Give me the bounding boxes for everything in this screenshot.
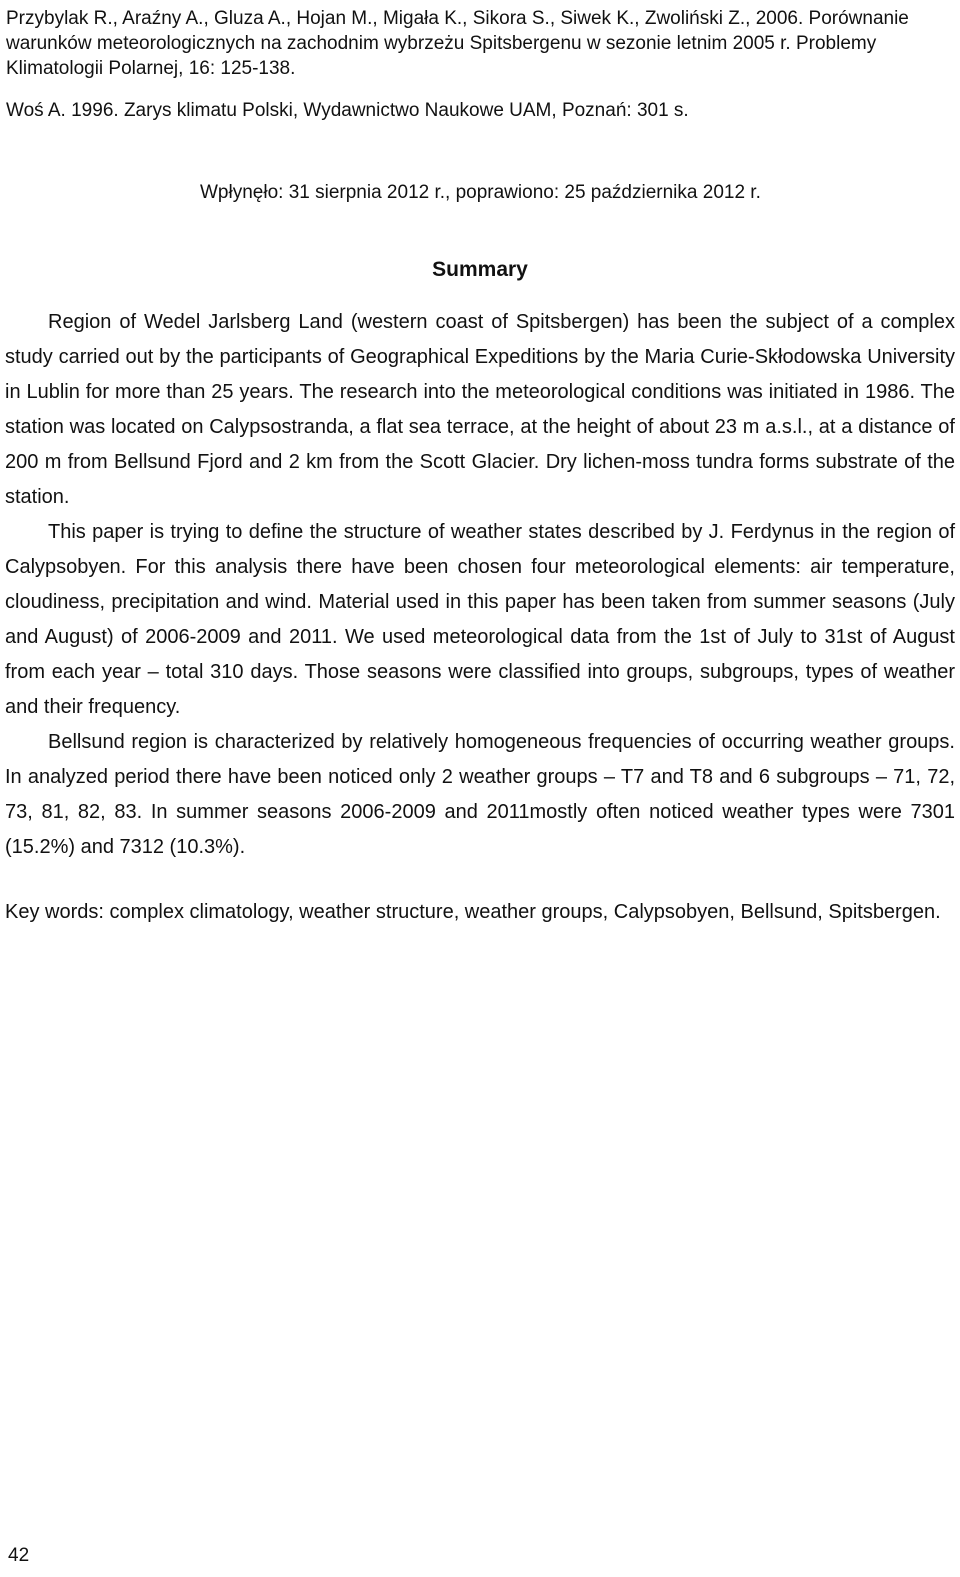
keywords-line: Key words: complex climatology, weather structure, weather groups, Calypsobyen, Bellsund, Spitsbergen. bbox=[5, 901, 941, 923]
received-revised-note: Wpłynęło: 31 sierpnia 2012 r., poprawiono: 25 października 2012 r. bbox=[200, 182, 761, 203]
reference-wos: Woś A. 1996. Zarys klimatu Polski, Wydawnictwo Naukowe UAM, Poznań: 301 s. bbox=[6, 100, 689, 121]
page-number: 42 bbox=[8, 1545, 30, 1566]
summary-paragraph-3: Bellsund region is characterized by relatively homogeneous frequencies of occurring weather groups. In analyzed period there have been noticed only 2 weather groups – T7 and T8 and 6 subgroups – 71, 72, 73, 81, 82, 83. In summer seasons 2006-2009 and 2011mostly often noticed weather types were 7301 (15.2%) and 7312 (10.3%). bbox=[5, 731, 955, 858]
summary-heading: Summary bbox=[432, 258, 528, 281]
summary-paragraph-2: This paper is trying to define the structure of weather states described by J. Ferdynus in the region of Calypsobyen. For this analysis there have been chosen four meteorological elements: air temperature, cloudiness, precipitation and wind. Material used in this paper has been taken from summer seasons (July and August) of 2006-2009 and 2011. We used meteorological data from the 1st of July to 31st of August from each year – total 310 days. Those seasons were classified into groups, subgroups, types of weather and their frequency. bbox=[5, 521, 955, 718]
summary-paragraph-1: Region of Wedel Jarlsberg Land (western coast of Spitsbergen) has been the subject of a complex study carried out by the participants of Geographical Expeditions by the Maria Curie-Skłodowska University in Lublin for more than 25 years. The research into the meteorological conditions was initiated in 1986. The station was located on Calypsostranda, a flat sea terrace, at the height of about 23 m a.s.l., at a distance of 200 m from Bellsund Fjord and 2 km from the Scott Glacier. Dry lichen-moss tundra forms substrate of the station. bbox=[5, 311, 955, 508]
summary-body bbox=[5, 305, 955, 865]
reference-przybylak: Przybylak R., Araźny A., Gluza A., Hojan M., Migała K., Sikora S., Siwek K., Zwoliński Z., 2006. Porównanie warunków meteorologicznych na zachodnim wybrzeżu Spitsbergenu w sezonie letnim 2005 r. Problemy Klimatologii Polarnej, 16: 125-138. bbox=[6, 8, 909, 79]
